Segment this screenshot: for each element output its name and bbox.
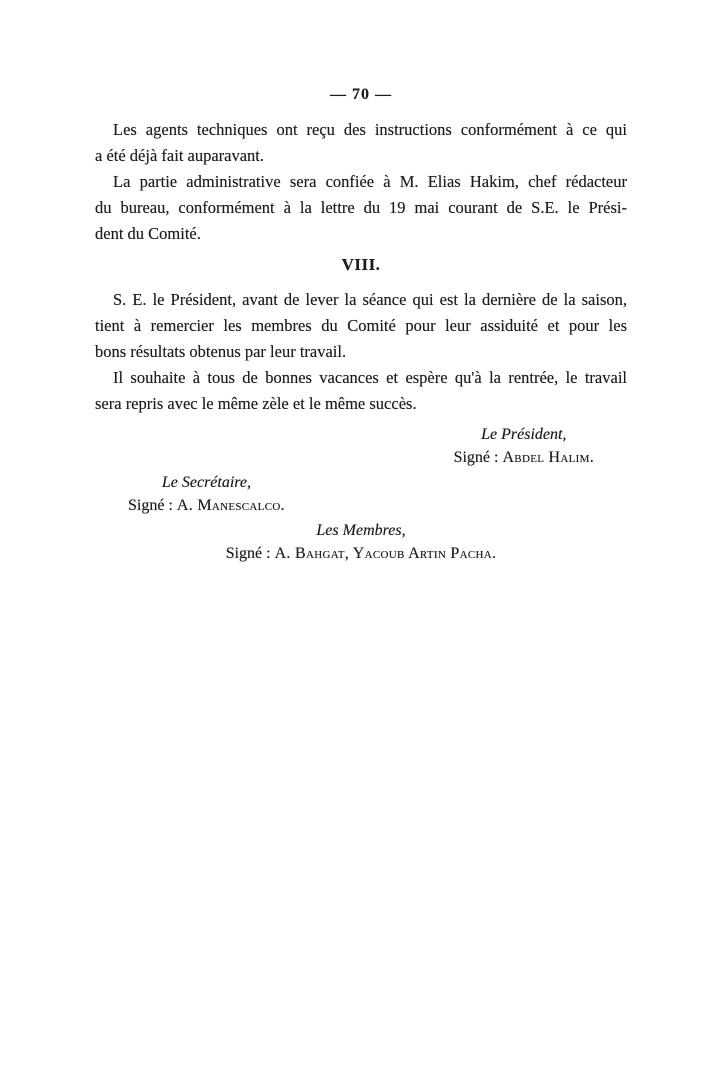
paragraph-1-line-2: a été déjà fait auparavant.	[95, 146, 265, 165]
signature-line-secretary	[128, 494, 285, 517]
paragraph-2-line-3: dent du Comité.	[95, 224, 201, 243]
paragraph-3	[95, 287, 627, 365]
paragraph-2	[95, 169, 627, 247]
signed-prefix-members: Signé :	[225, 545, 271, 562]
paragraph-3-line-2: tient à remercier les membres du Comité pour leur assiduité et pour les	[95, 316, 627, 335]
signed-name-secretary: A. Manescalco.	[176, 497, 285, 514]
paragraph-2-line-1: La partie administrative sera confiée à M. Elias Hakim, chef rédacteur	[113, 172, 627, 191]
paragraph-2-line-2: du bureau, conformément à la lettre du 19 mai courant de S.E. le Prési-	[95, 198, 627, 217]
paragraph-4-line-2: sera repris avec le même zèle et le même succès.	[95, 394, 417, 413]
page-number: — 70 —	[330, 86, 392, 103]
signed-name-members: A. Bahgat, Yacoub Artin Pacha.	[274, 545, 497, 562]
paragraph-4-line-1: Il souhaite à tous de bonnes vacances et espère qu'à la rentrée, le travail	[113, 368, 627, 387]
paragraph-1	[95, 117, 627, 169]
signed-name-president: Abdel Halim.	[502, 449, 594, 466]
signature-role-secretary: Le Secrétaire,	[161, 474, 252, 491]
signature-line-members	[226, 542, 497, 565]
paragraph-3-line-1: S. E. le Président, avant de lever la séance qui est la dernière de la saison,	[113, 290, 627, 309]
signed-prefix-secretary: Signé :	[128, 497, 173, 514]
signature-role-members: Les Membres,	[316, 522, 406, 539]
signature-block-members	[226, 520, 497, 565]
signature-block-secretary	[128, 472, 285, 517]
signature-block-president	[454, 424, 594, 469]
signed-prefix-president: Signé :	[453, 449, 499, 466]
section-heading: VIII.	[341, 255, 381, 274]
paragraph-1-line-1: Les agents techniques ont reçu des instructions conformément à ce qui	[113, 120, 627, 139]
signature-role-president: Le Président,	[481, 426, 567, 443]
paragraph-3-line-3: bons résultats obtenus par leur travail.	[95, 342, 347, 361]
paragraph-4	[95, 365, 627, 417]
page-content	[95, 86, 627, 565]
signature-line-president	[454, 446, 594, 469]
